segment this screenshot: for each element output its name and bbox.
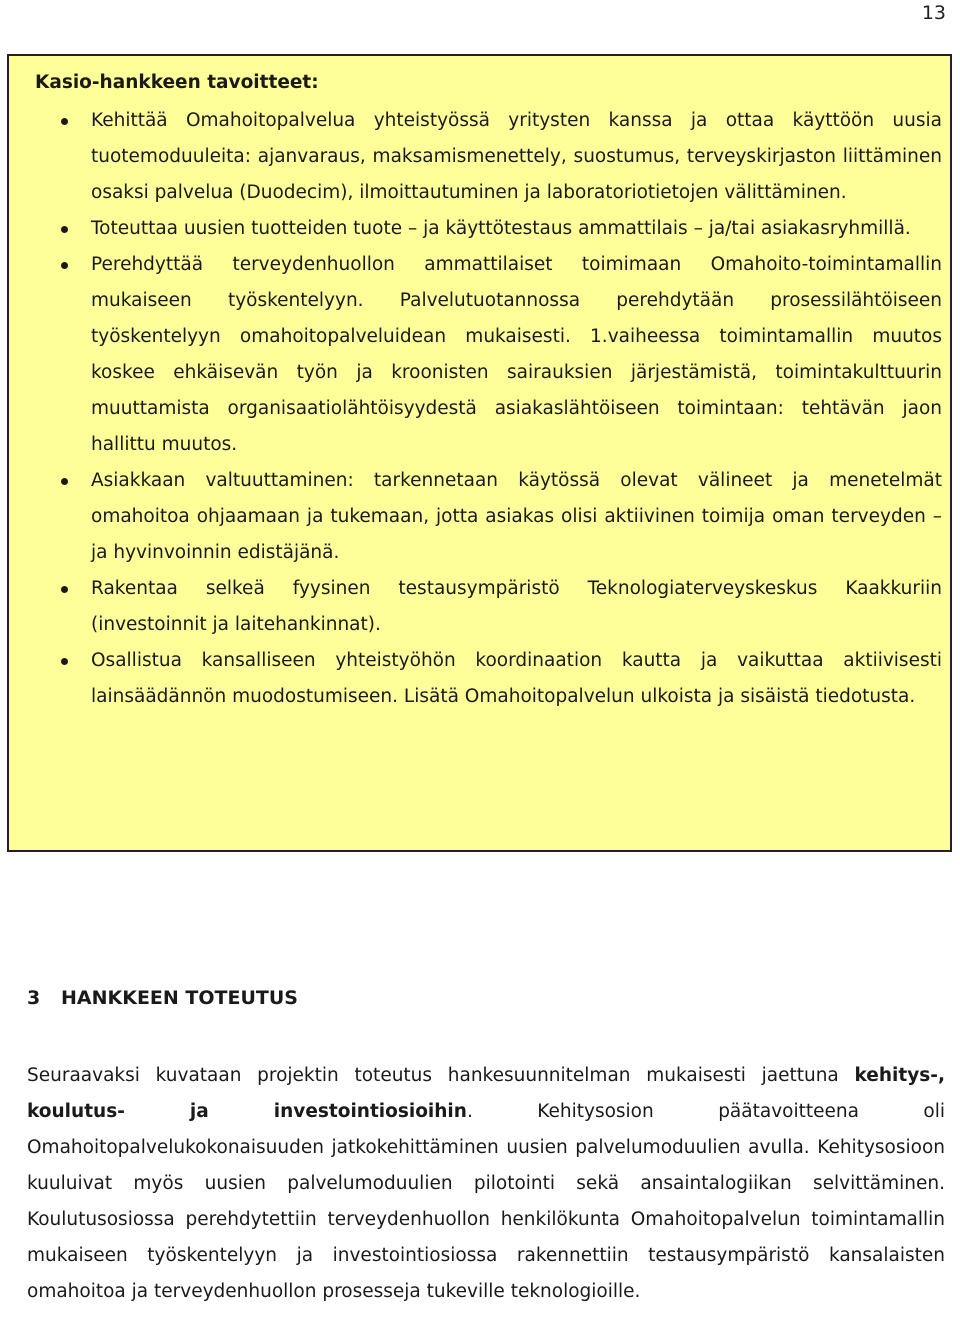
bullet-icon (61, 586, 68, 593)
bullet-icon (61, 658, 68, 665)
bullet-icon (61, 478, 68, 485)
goals-box-title: Kasio-hankkeen tavoitteet: (35, 72, 319, 93)
list-item (91, 571, 942, 643)
paragraph-bold-text: kehitys-, koulutus- ja investointiosioihin (27, 1065, 945, 1122)
bullet-icon (61, 118, 68, 125)
list-item (91, 211, 942, 247)
bullet-icon (61, 226, 68, 233)
list-item (91, 103, 942, 211)
goals-list (35, 103, 942, 715)
list-item-text: Perehdyttää terveydenhuollon ammattilaiset toimimaan Omahoito-toimintamallin mukaiseen työskentelyyn. Palvelutuotannossa perehdytään prosessilähtöiseen työskentelyyn omahoitopalveluidean mukaisesti. 1.vaiheessa toimintamallin muutos koskee ehkäisevän työn ja kroonisten sairauksien järjestämistä, toimintakulttuurin muuttamista organisaatiolähtöisyydestä asiakaslähtöiseen toimintaan: tehtävän jaon hallittu muutos. (91, 254, 942, 455)
section-title: HANKKEEN TOTEUTUS (61, 987, 298, 1009)
list-item-text: Kehittää Omahoitopalvelua yhteistyössä yritysten kanssa ja ottaa käyttöön uusia tuotemoduuleita: ajanvaraus, maksamismenettely, suostumus, terveyskirjaston liittäminen osaksi palvelua (Duodecim), ilmoittautuminen ja laboratoriotietojen välittäminen. (91, 110, 942, 203)
section-heading (27, 984, 298, 1012)
section-number: 3 (27, 987, 41, 1009)
paragraph-text-start: Seuraavaksi kuvataan projektin toteutus hankesuunnitelman mukaisesti jaettuna (27, 1065, 855, 1086)
section-paragraph (27, 1058, 945, 1310)
list-item (91, 643, 942, 715)
list-item-text: Asiakkaan valtuuttaminen: tarkennetaan käytössä olevat välineet ja menetelmät omahoitoa ohjaamaan ja tukemaan, jotta asiakas olisi aktiivinen toimija oman terveyden – ja hyvinvoinnin edistäjänä. (91, 470, 942, 563)
list-item-text: Osallistua kansalliseen yhteistyöhön koordinaation kautta ja vaikuttaa aktiivisesti lainsäädännön muodostumiseen. Lisätä Omahoitopalvelun ulkoista ja sisäistä tiedotusta. (91, 650, 942, 707)
list-item-text: Rakentaa selkeä fyysinen testausympäristö Teknologiaterveyskeskus Kaakkuriin (investoinnit ja laitehankinnat). (91, 578, 942, 635)
paragraph-text-end: . Kehitysosion päätavoitteena oli Omahoitopalvelukokonaisuuden jatkokehittäminen uusien palvelumoduulien avulla. Kehitysosioon kuuluivat myös uusien palvelumoduulien pilotointi sekä ansaintalogiikan selvittäminen. Koulutusosiossa perehdytettiin terveydenhuollon henkilökunta Omahoitopalvelun toimintamallin mukaiseen työskentelyyn ja investointiosiossa rakennettiin testausympäristö kansalaisten omahoitoa ja terveydenhuollon prosesseja tukeville teknologioille. (27, 1101, 945, 1302)
list-item-text: Toteuttaa uusien tuotteiden tuote – ja käyttötestaus ammattilais – ja/tai asiakasryhmillä. (91, 218, 911, 239)
page-number: 13 (921, 2, 946, 24)
bullet-icon (61, 262, 68, 269)
goals-box (7, 54, 952, 852)
list-item (91, 247, 942, 463)
list-item (91, 463, 942, 571)
